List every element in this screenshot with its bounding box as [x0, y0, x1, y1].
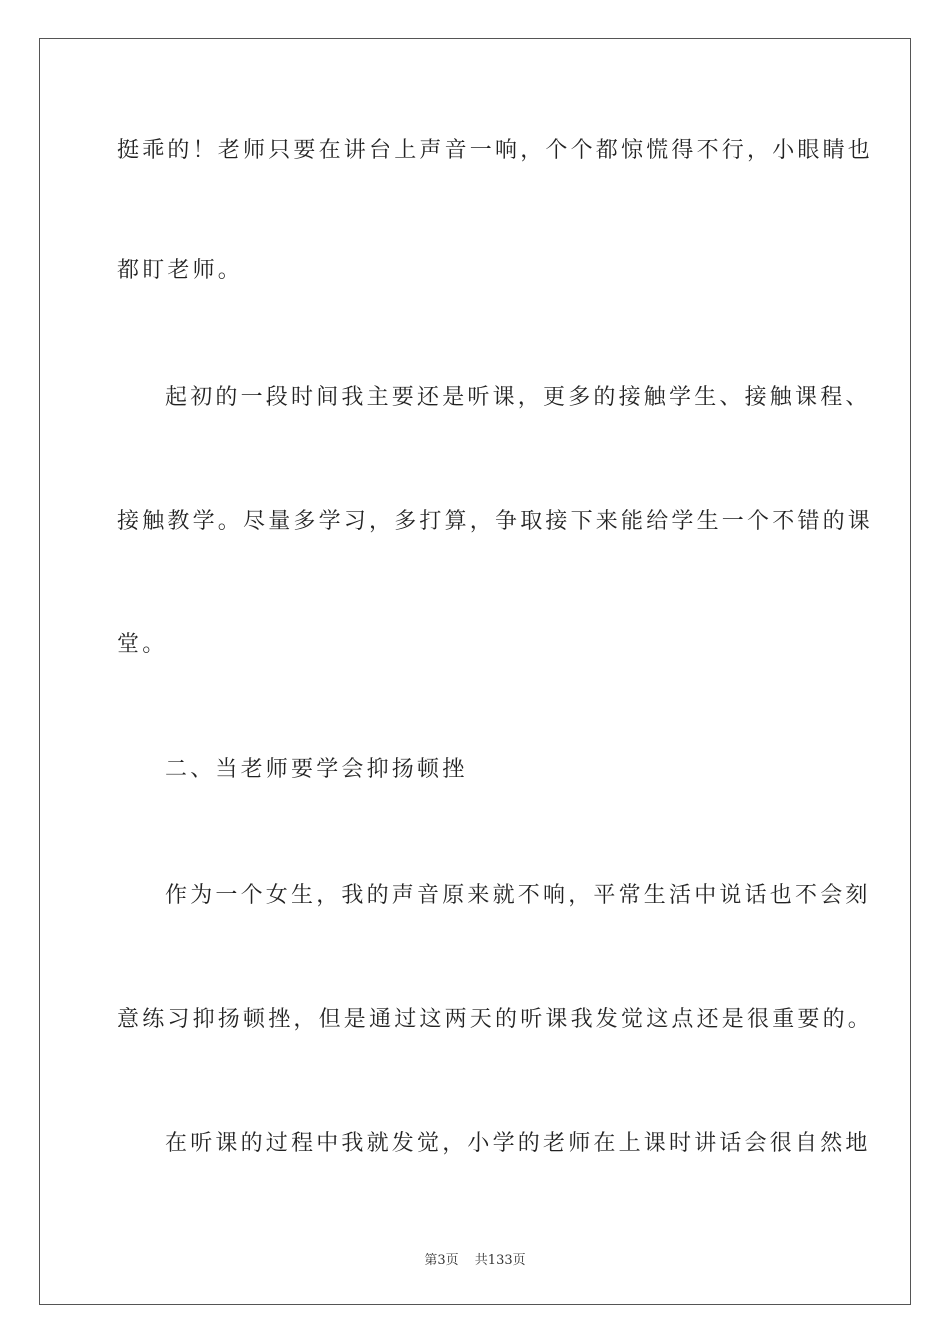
- body-text-line: 作为一个女生，我的声音原来就不响，平常生活中说话也不会刻: [165, 883, 871, 908]
- body-text-line: 在听课的过程中我就发觉，小学的老师在上课时讲话会很自然地: [165, 1131, 871, 1156]
- page-border: [39, 38, 911, 1305]
- body-text-line: 意练习抑扬顿挫，但是通过这两天的听课我发觉这点还是很重要的。: [117, 1007, 874, 1032]
- page-total: 共133页: [474, 1253, 526, 1268]
- page-number: 第3页: [424, 1253, 459, 1268]
- body-text-line: 堂。: [117, 632, 168, 657]
- body-text-line: 都盯老师。: [117, 258, 244, 283]
- body-text-line: 起初的一段时间我主要还是听课，更多的接触学生、接触课程、: [165, 385, 871, 410]
- section-heading: 二、当老师要学会抑扬顿挫: [165, 757, 468, 782]
- body-text-line: 接触教学。尽量多学习，多打算，争取接下来能给学生一个不错的课: [117, 509, 874, 534]
- body-text-line: 挺乖的！老师只要在讲台上声音一响，个个都惊慌得不行，小眼睛也: [117, 138, 874, 163]
- page-footer: [0, 1249, 950, 1268]
